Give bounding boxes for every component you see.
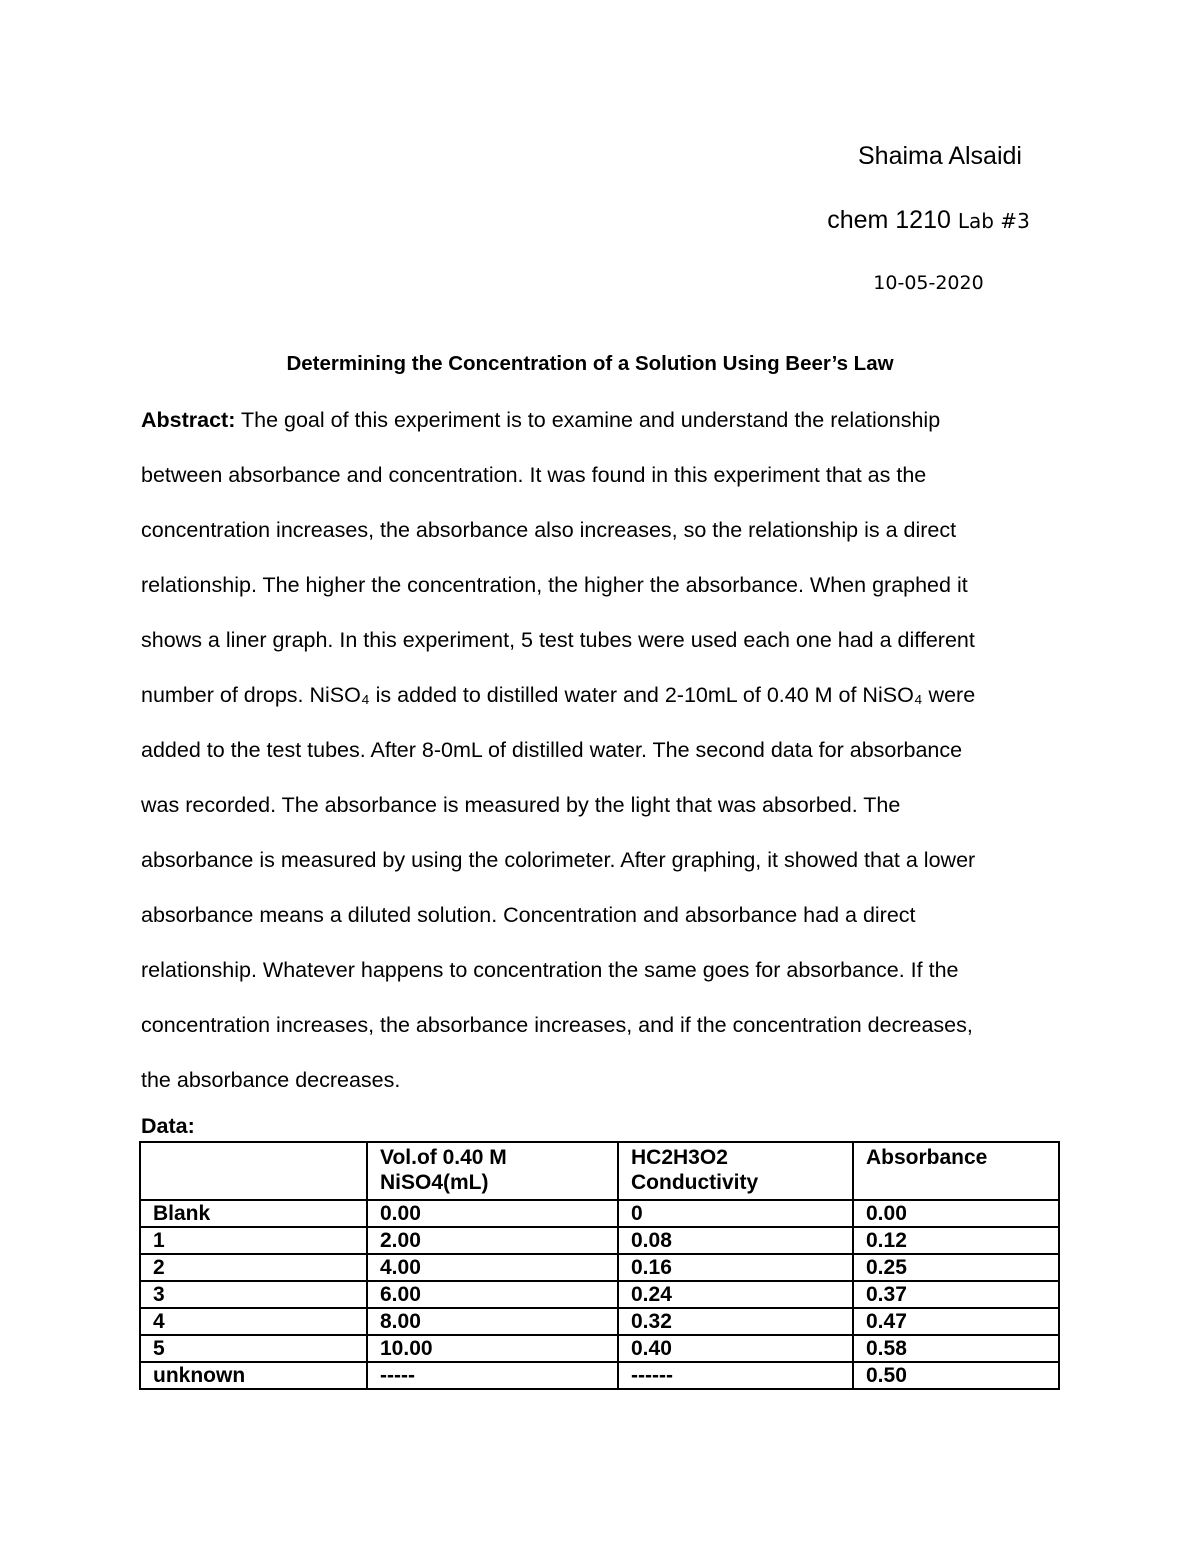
abstract-line: absorbance is measured by using the colorimeter. After graphing, it showed that a lower <box>141 848 976 872</box>
table-cell: 0.37 <box>853 1281 1059 1308</box>
table-header-row <box>140 1142 1059 1200</box>
table-cell: 4 <box>140 1308 367 1335</box>
table-header-cell <box>367 1142 618 1200</box>
table-cell: unknown <box>140 1362 367 1389</box>
table-cell: 0.08 <box>618 1227 853 1254</box>
table-cell: 0.47 <box>853 1308 1059 1335</box>
abstract-line: relationship. Whatever happens to concentration the same goes for absorbance. If the <box>141 958 959 982</box>
table-header-cell <box>140 1142 367 1200</box>
abstract-line: concentration increases, the absorbance also increases, so the relationship is a direct <box>141 518 957 542</box>
table-row <box>140 1254 1059 1281</box>
table-header-cell <box>853 1142 1059 1200</box>
table-cell: 6.00 <box>367 1281 618 1308</box>
table-row <box>140 1200 1059 1227</box>
abstract-line: the absorbance decreases. <box>141 1068 401 1092</box>
lab-number: Lab #3 <box>957 209 1030 233</box>
table-row <box>140 1281 1059 1308</box>
table-cell: 4.00 <box>367 1254 618 1281</box>
table-cell: ------ <box>618 1362 853 1389</box>
abstract-line: added to the test tubes. After 8-0mL of distilled water. The second data for absorbance <box>141 738 963 762</box>
abstract-line: between absorbance and concentration. It was found in this experiment that as the <box>141 463 927 487</box>
table-row <box>140 1335 1059 1362</box>
course-line <box>800 206 1057 235</box>
table-header-text: Vol.of 0.40 M NiSO4(mL) <box>380 1146 507 1194</box>
table-cell: Blank <box>140 1200 367 1227</box>
table-cell: 0.58 <box>853 1335 1059 1362</box>
abstract-text: The goal of this experiment is to examine and understand the relationship <box>240 408 941 432</box>
course-name: chem 1210 <box>827 206 951 234</box>
table-cell: ----- <box>367 1362 618 1389</box>
author-name: Shaima Alsaidi <box>858 142 1022 170</box>
abstract-label: Abstract: <box>141 408 236 432</box>
data-table <box>139 1141 1060 1390</box>
abstract-line <box>141 393 1141 448</box>
table-cell: 0.25 <box>853 1254 1059 1281</box>
table-cell: 0.12 <box>853 1227 1059 1254</box>
table-cell: 3 <box>140 1281 367 1308</box>
table-cell: 10.00 <box>367 1335 618 1362</box>
data-section-label: Data: <box>141 1114 195 1138</box>
table-row <box>140 1308 1059 1335</box>
report-date: 10-05-2020 <box>873 272 984 294</box>
abstract-section <box>141 393 1141 1108</box>
table-cell: 0.16 <box>618 1254 853 1281</box>
table-cell: 0.24 <box>618 1281 853 1308</box>
table-cell: 2.00 <box>367 1227 618 1254</box>
abstract-line: relationship. The higher the concentration, the higher the absorbance. When graphed it <box>141 573 968 597</box>
table-row <box>140 1227 1059 1254</box>
abstract-line: number of drops. NiSO₄ is added to distilled water and 2-10mL of 0.40 M of NiSO₄ were <box>141 683 976 707</box>
abstract-line: absorbance means a diluted solution. Concentration and absorbance had a direct <box>141 903 916 927</box>
table-cell: 0.00 <box>367 1200 618 1227</box>
abstract-line: shows a liner graph. In this experiment, 5 test tubes were used each one had a different <box>141 628 975 652</box>
abstract-line: was recorded. The absorbance is measured by the light that was absorbed. The <box>141 793 901 817</box>
table-cell: 1 <box>140 1227 367 1254</box>
table-cell: 0.00 <box>853 1200 1059 1227</box>
table-cell: 2 <box>140 1254 367 1281</box>
table-cell: 0 <box>618 1200 853 1227</box>
table-cell: 0.32 <box>618 1308 853 1335</box>
table-header-cell <box>618 1142 853 1200</box>
table-header-text: HC2H3O2 Conductivity <box>631 1146 759 1194</box>
table-header-text: Absorbance <box>866 1146 988 1169</box>
table-row <box>140 1362 1059 1389</box>
table-cell: 0.50 <box>853 1362 1059 1389</box>
table-cell: 0.40 <box>618 1335 853 1362</box>
table-cell: 8.00 <box>367 1308 618 1335</box>
abstract-line: concentration increases, the absorbance increases, and if the concentration decreases, <box>141 1013 973 1037</box>
table-cell: 5 <box>140 1335 367 1362</box>
report-title: Determining the Concentration of a Solution Using Beer’s Law <box>286 352 894 375</box>
